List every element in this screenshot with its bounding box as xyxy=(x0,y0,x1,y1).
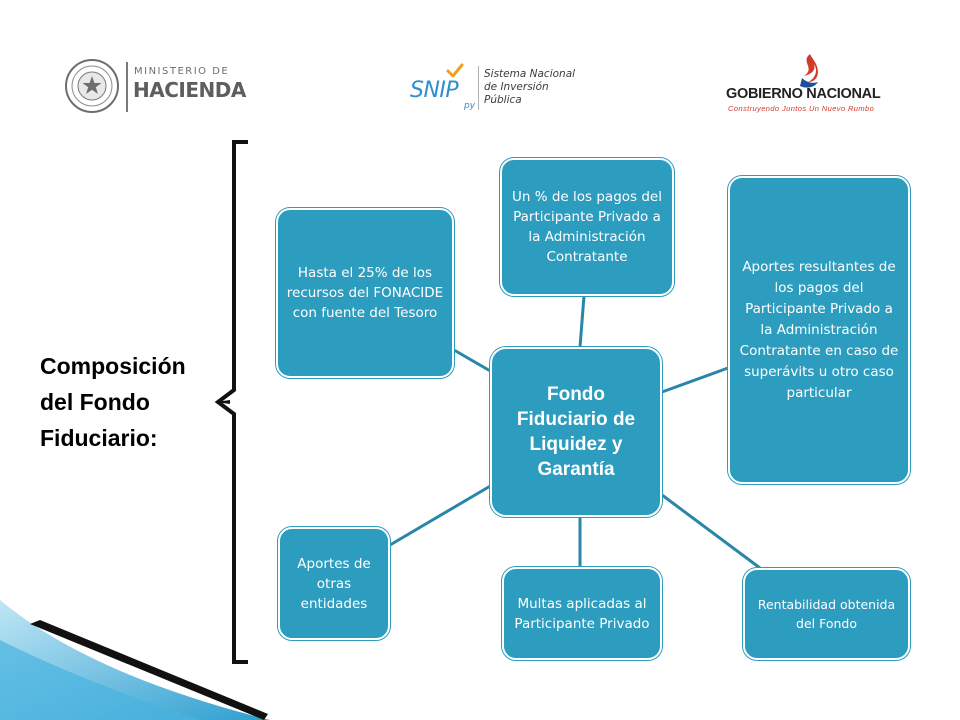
snip-line: Pública xyxy=(484,94,522,106)
title-line: Composición xyxy=(40,353,186,379)
hacienda-big-text: HACIENDA xyxy=(133,78,246,102)
node-label: Multas aplicadas al Participante Privado xyxy=(514,595,650,632)
gobierno-slogan: Construyendo Juntos Un Nuevo Rumbo xyxy=(728,104,875,113)
title-line: del Fondo xyxy=(40,389,150,415)
node-rentabilidad xyxy=(743,568,910,660)
snip-line: Sistema Nacional xyxy=(484,68,576,80)
snip-line: de Inversión xyxy=(484,81,549,93)
snip-suffix: py xyxy=(464,101,476,111)
connector-bottom-left xyxy=(390,485,492,545)
node-fonacide xyxy=(276,208,454,378)
gobierno-wordmark: GOBIERNO NACIONAL xyxy=(726,86,881,102)
connector-bottom-right xyxy=(662,495,760,568)
node-label: Hasta el 25% de los recursos del FONACIDE con fuente del Tesoro xyxy=(286,265,444,321)
hacienda-small-text: MINISTERIO DE xyxy=(134,66,230,77)
node-multas xyxy=(502,567,662,660)
node-label: Un % de los pagos del Participante Privado a la Administración Contratante xyxy=(512,189,662,265)
node-label: Aportes de otras entidades xyxy=(297,555,371,612)
node-label: Aportes resultantes de los pagos del Participante Privado a la Administración Contratante en caso de superávits u otro caso particular xyxy=(739,258,899,401)
connector-top-left xyxy=(454,350,492,372)
title-line: Fiduciario: xyxy=(40,425,158,451)
center-node-label: Fondo Fiduciario de Liquidez y Garantía xyxy=(516,384,636,480)
node-label: Rentabilidad obtenida del Fondo xyxy=(757,597,896,631)
node-aportes-superavit xyxy=(728,176,910,484)
node-pagos-participante xyxy=(500,158,674,296)
connector-right xyxy=(662,368,728,392)
node-otras-entidades xyxy=(278,527,390,640)
corner-decoration xyxy=(0,580,270,720)
connector-top xyxy=(580,296,584,347)
center-node-fondo-fiduciario xyxy=(490,347,662,517)
snip-wordmark: SNIP xyxy=(410,78,459,103)
